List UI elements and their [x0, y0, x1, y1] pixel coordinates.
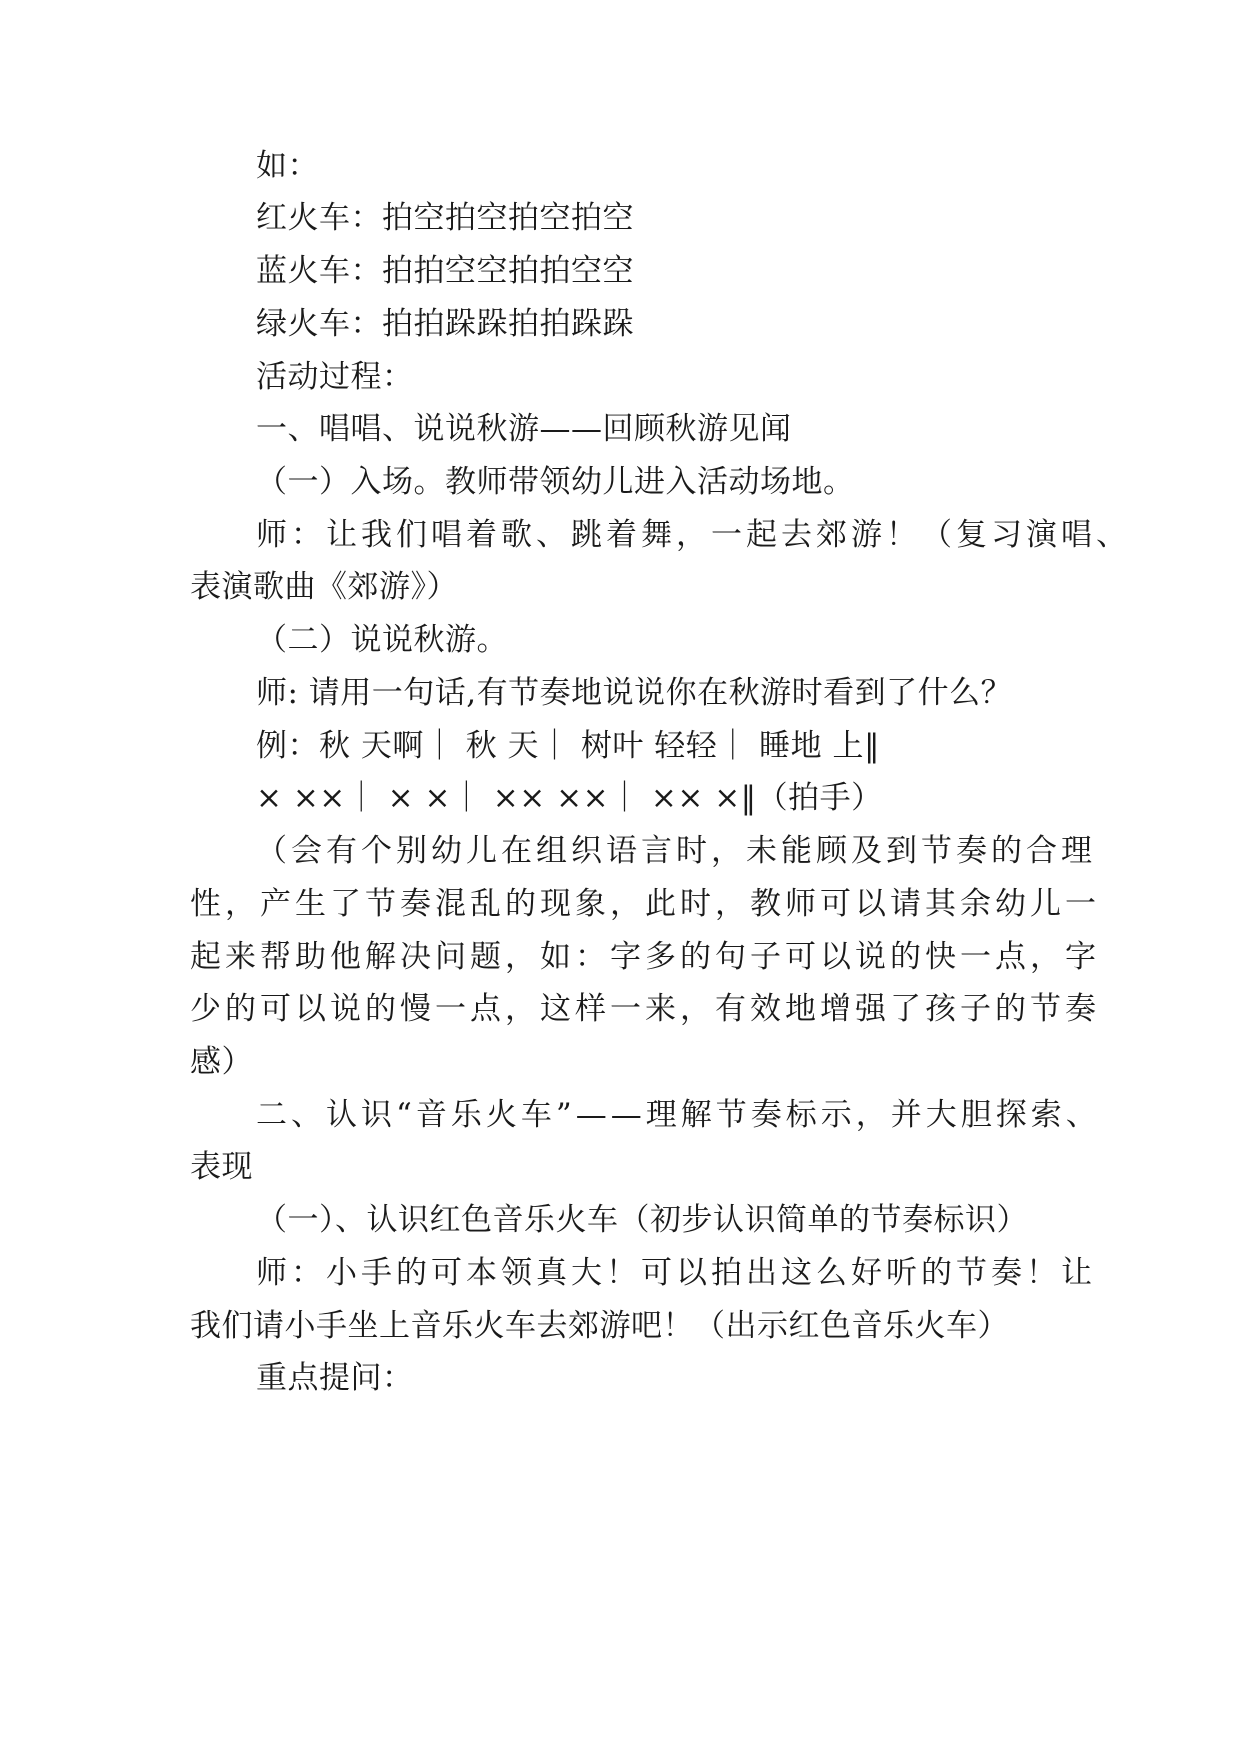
paragraph-note-line-2: 性，产生了节奏混乱的现象，此时，教师可以请其余幼儿一 — [190, 886, 1100, 922]
paragraph-note-line-5: 感） — [190, 1044, 253, 1080]
line-rhythm-example-notation: × ××｜ × ×｜ ×× ××｜ ×× ×‖（拍手） — [256, 780, 883, 816]
paragraph-teacher-line-2: 表演歌曲《郊游》） — [190, 569, 458, 605]
paragraph-note-line-4: 少的可以说的慢一点，这样一来，有效地增强了孩子的节奏 — [190, 991, 1100, 1027]
paragraph-note-line-3: 起来帮助他解决问题，如：字多的句子可以说的快一点，字 — [190, 939, 1100, 975]
line-subsection-entry: （一）入场。教师带领幼儿进入活动场地。 — [256, 464, 855, 500]
line-section-one-heading: 一、唱唱、说说秋游——回顾秋游见闻 — [256, 411, 792, 447]
line-key-questions-heading: 重点提问： — [256, 1360, 414, 1396]
paragraph-note-line-1: （会有个别幼儿在组织语言时，未能顾及到节奏的合理 — [256, 833, 1096, 869]
paragraph-teacher-praise-line-2: 我们请小手坐上音乐火车去郊游吧！（出示红色音乐火车） — [190, 1308, 1009, 1344]
paragraph-teacher-praise-line-1: 师：小手的可本领真大！可以拍出这么好听的节奏！让 — [256, 1255, 1096, 1291]
paragraph-teacher-line-1: 师：让我们唱着歌、跳着舞，一起去郊游！（复习演唱、 — [256, 517, 1131, 553]
line-activity-process-heading: 活动过程： — [256, 359, 414, 395]
line-green-train: 绿火车：拍拍跺跺拍拍跺跺 — [256, 306, 634, 342]
line-subsection-talk: （二）说说秋游。 — [256, 622, 508, 658]
line-red-train: 红火车：拍空拍空拍空拍空 — [256, 200, 634, 236]
line-example-intro: 如： — [256, 148, 319, 184]
line-blue-train: 蓝火车：拍拍空空拍拍空空 — [256, 253, 634, 289]
line-rhythm-example-words: 例：秋 天啊｜ 秋 天｜ 树叶 轻轻｜ 睡地 上‖ — [256, 728, 880, 764]
line-subsection-red-train: （一）、认识红色音乐火车（初步认识简单的节奏标识） — [256, 1202, 1028, 1238]
paragraph-section-two-line-2: 表现 — [190, 1149, 253, 1185]
paragraph-section-two-line-1: 二、认识“音乐火车”——理解节奏标示，并大胆探索、 — [256, 1097, 1101, 1133]
line-teacher-question: 师: 请用一句话,有节奏地说说你在秋游时看到了什么？ — [256, 675, 1013, 711]
